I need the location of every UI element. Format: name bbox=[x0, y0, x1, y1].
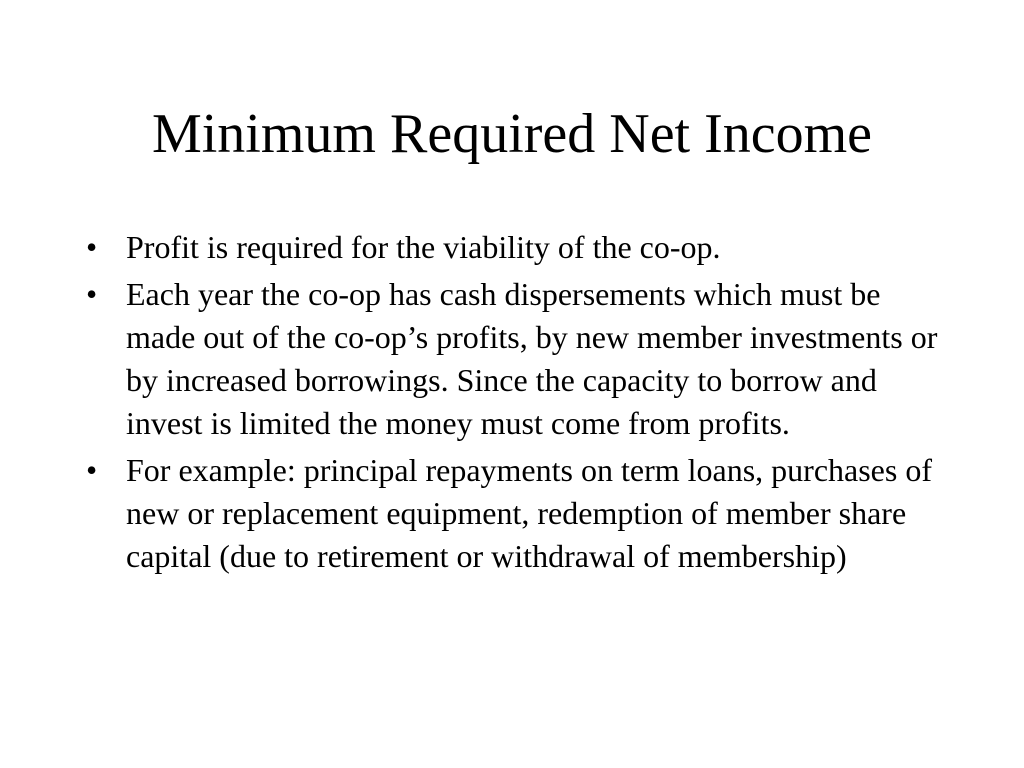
bullet-item bbox=[86, 449, 946, 578]
bullet-text: Profit is required for the viability of the co-op. bbox=[126, 229, 721, 265]
slide-title: Minimum Required Net Income bbox=[151, 103, 873, 165]
bullet-list bbox=[86, 226, 946, 582]
bullet-item bbox=[86, 273, 946, 445]
bullet-text: Each year the co-op has cash dispersements which must be made out of the co-op’s profits, by new member investments or by increased borrowings. Since the capacity to borrow and invest is limited the money must come from profits. bbox=[126, 276, 938, 441]
bullet-text: For example: principal repayments on term loans, purchases of new or replacement equipment, redemption of member share capital (due to retirement or withdrawal of membership) bbox=[126, 452, 932, 574]
bullet-icon: • bbox=[86, 229, 98, 265]
bullet-icon: • bbox=[86, 276, 98, 312]
bullet-item bbox=[86, 226, 946, 269]
bullet-icon: • bbox=[86, 452, 98, 488]
